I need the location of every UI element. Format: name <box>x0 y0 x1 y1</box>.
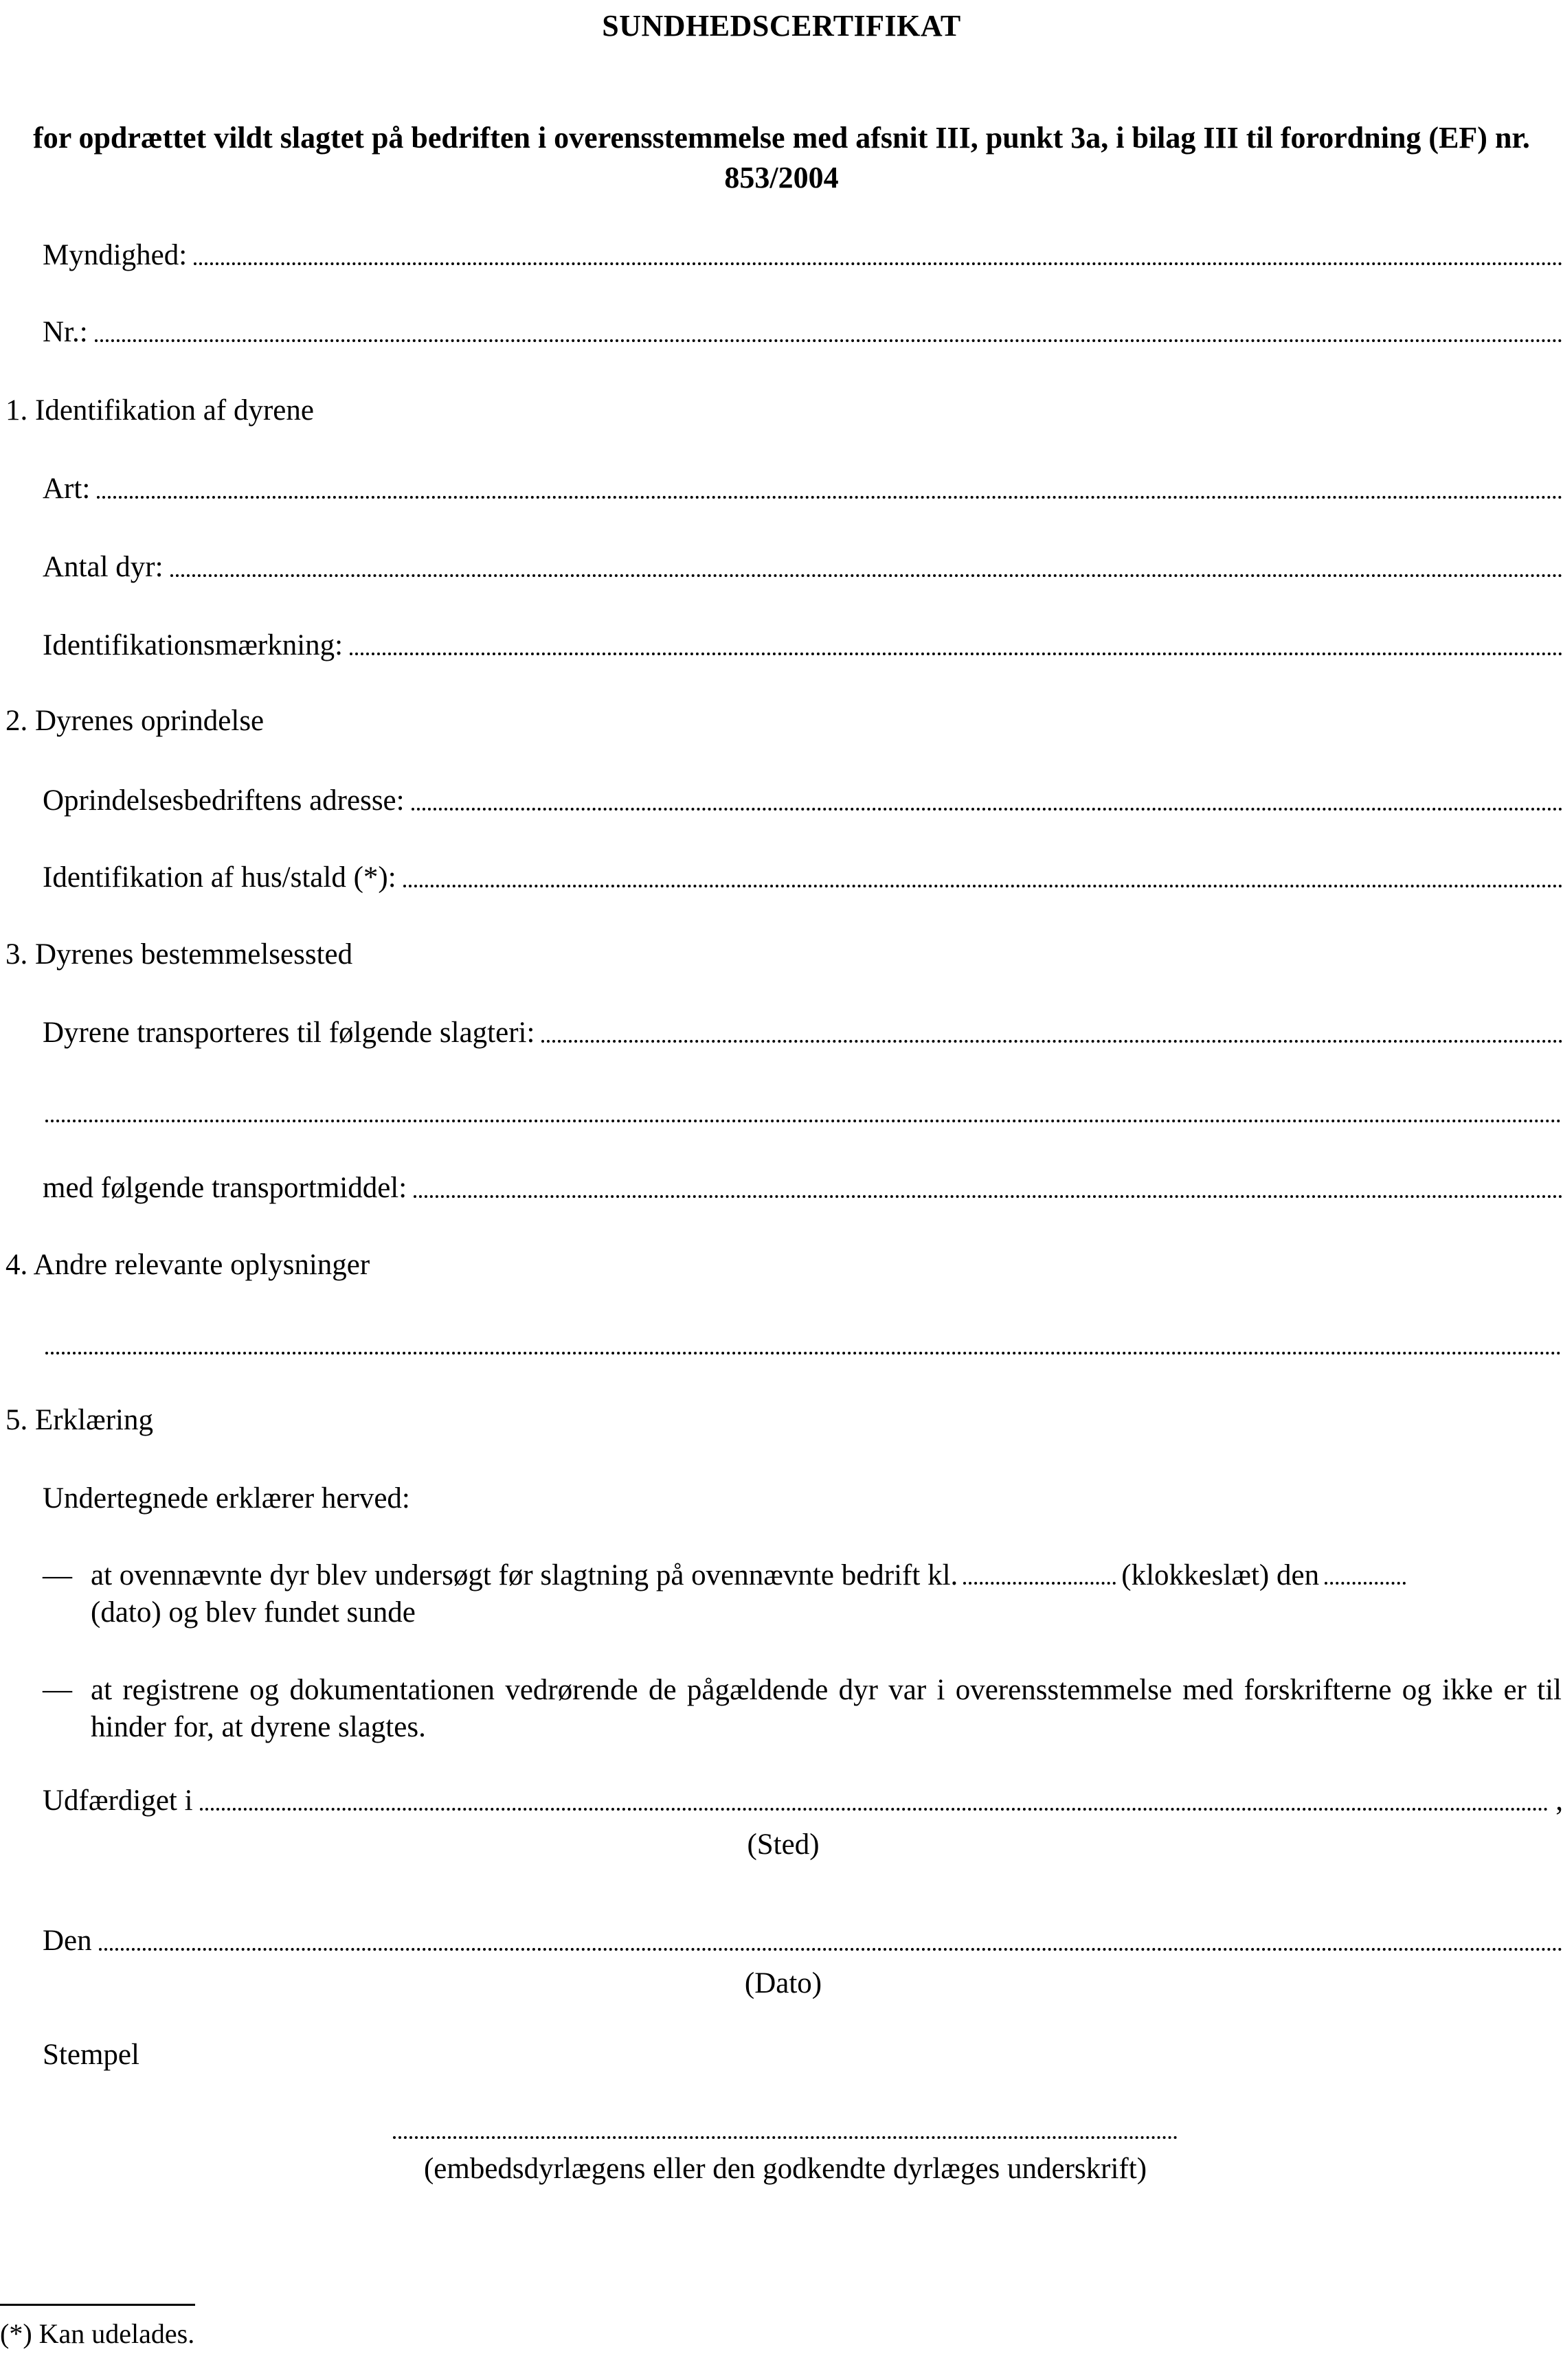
myndighed-field[interactable] <box>43 238 1563 273</box>
nr-label: Nr.: <box>43 316 88 348</box>
section-1-heading: 1. Identifikation af dyrene <box>5 394 314 427</box>
klokkeslaet-label: (klokkeslæt) den <box>1121 1559 1320 1591</box>
signature-caption: (embedsdyrlægens eller den godkendte dyrlæges underskrift) <box>423 2153 1147 2185</box>
hus-stald-fill-line[interactable] <box>403 885 1563 887</box>
oprindelsesbedrift-adresse-fill-line[interactable] <box>412 808 1563 811</box>
identifikationsmaerkning-field[interactable] <box>43 628 1563 664</box>
nr-field[interactable] <box>43 315 1563 350</box>
oprindelsesbedrift-adresse-label: Oprindelsesbedriftens adresse: <box>43 784 405 817</box>
andre-oplysninger-fill-line[interactable] <box>45 1352 1562 1355</box>
declaration-dash-2: — <box>43 1673 72 1705</box>
certificate-title: SUNDHEDSCERTIFIKAT <box>602 9 961 43</box>
identifikationsmaerkning-fill-line[interactable] <box>350 653 1563 655</box>
slagteri-extra-fill-line[interactable] <box>45 1120 1562 1122</box>
slagteri-field[interactable] <box>43 1015 1563 1051</box>
oprindelsesbedrift-adresse-field[interactable] <box>43 783 1563 819</box>
footnote: (*) Kan udelades. <box>0 2318 195 2349</box>
signature-fill-line[interactable] <box>393 2136 1178 2139</box>
udfaerdiget-comma: , <box>1555 1784 1563 1817</box>
transportmiddel-label: med følgende transportmiddel: <box>43 1172 407 1204</box>
sted-caption: (Sted) <box>747 1828 820 1861</box>
den-label: Den <box>43 1925 92 1957</box>
art-fill-line[interactable] <box>97 496 1563 499</box>
klokkeslaet-fill-line[interactable] <box>963 1582 1116 1585</box>
dato-fill-line[interactable] <box>99 1948 1563 1951</box>
sted-fill-line[interactable] <box>200 1808 1549 1811</box>
section-5-heading: 5. Erklæring <box>5 1404 153 1436</box>
antal-dyr-fill-line[interactable] <box>170 574 1563 577</box>
antal-dyr-field[interactable] <box>43 549 1563 585</box>
udfaerdiget-label: Udfærdiget i <box>43 1784 193 1817</box>
section-3-heading: 3. Dyrenes bestemmelsessted <box>5 938 353 971</box>
art-label: Art: <box>43 473 91 505</box>
myndighed-label: Myndighed: <box>43 239 188 271</box>
antal-dyr-label: Antal dyr: <box>43 551 164 583</box>
hus-stald-field[interactable] <box>43 860 1563 896</box>
declaration-dash-1: — <box>43 1559 72 1591</box>
declaration-item-1-line-1 <box>91 1558 1562 1594</box>
erklaering-intro: Undertegnede erklærer herved: <box>43 1482 410 1515</box>
declaration-item-1-text: at ovennævnte dyr blev undersøgt før slagtning på ovennævnte bedrift kl. <box>91 1559 958 1591</box>
certificate-subtitle: for opdrættet vildt slagtet på bedriften i overensstemmelse med afsnit III, punkt 3a, i bilag III til forordning (EF) nr. 853/2004 <box>33 121 1530 194</box>
footnote-rule <box>0 2304 195 2306</box>
art-field[interactable] <box>43 471 1563 507</box>
transportmiddel-fill-line[interactable] <box>414 1195 1563 1198</box>
myndighed-fill-line[interactable] <box>194 262 1563 265</box>
nr-fill-line[interactable] <box>95 339 1563 342</box>
hus-stald-label: Identifikation af hus/stald (*): <box>43 861 396 894</box>
dato-inline-fill-line[interactable] <box>1325 1582 1406 1585</box>
udfaerdiget-field[interactable] <box>43 1783 1563 1819</box>
section-4-heading: 4. Andre relevante oplysninger <box>5 1249 370 1281</box>
den-field[interactable] <box>43 1923 1563 1959</box>
slagteri-fill-line[interactable] <box>541 1040 1563 1043</box>
slagteri-label: Dyrene transporteres til følgende slagteri: <box>43 1017 535 1049</box>
section-2-heading: 2. Dyrenes oprindelse <box>5 705 265 737</box>
transportmiddel-field[interactable] <box>43 1170 1563 1206</box>
declaration-item-2: at registrene og dokumentationen vedrørende de pågældende dyr var i overensstemmelse med forskrifterne og ikke er til hinder for, at dyrene slagtes. <box>91 1674 1562 1743</box>
identifikationsmaerkning-label: Identifikationsmærkning: <box>43 629 344 661</box>
dato-caption: (Dato) <box>744 1967 822 1999</box>
declaration-item-1-line-2: (dato) og blev fundet sunde <box>91 1596 416 1629</box>
stempel-label: Stempel <box>43 2039 139 2071</box>
